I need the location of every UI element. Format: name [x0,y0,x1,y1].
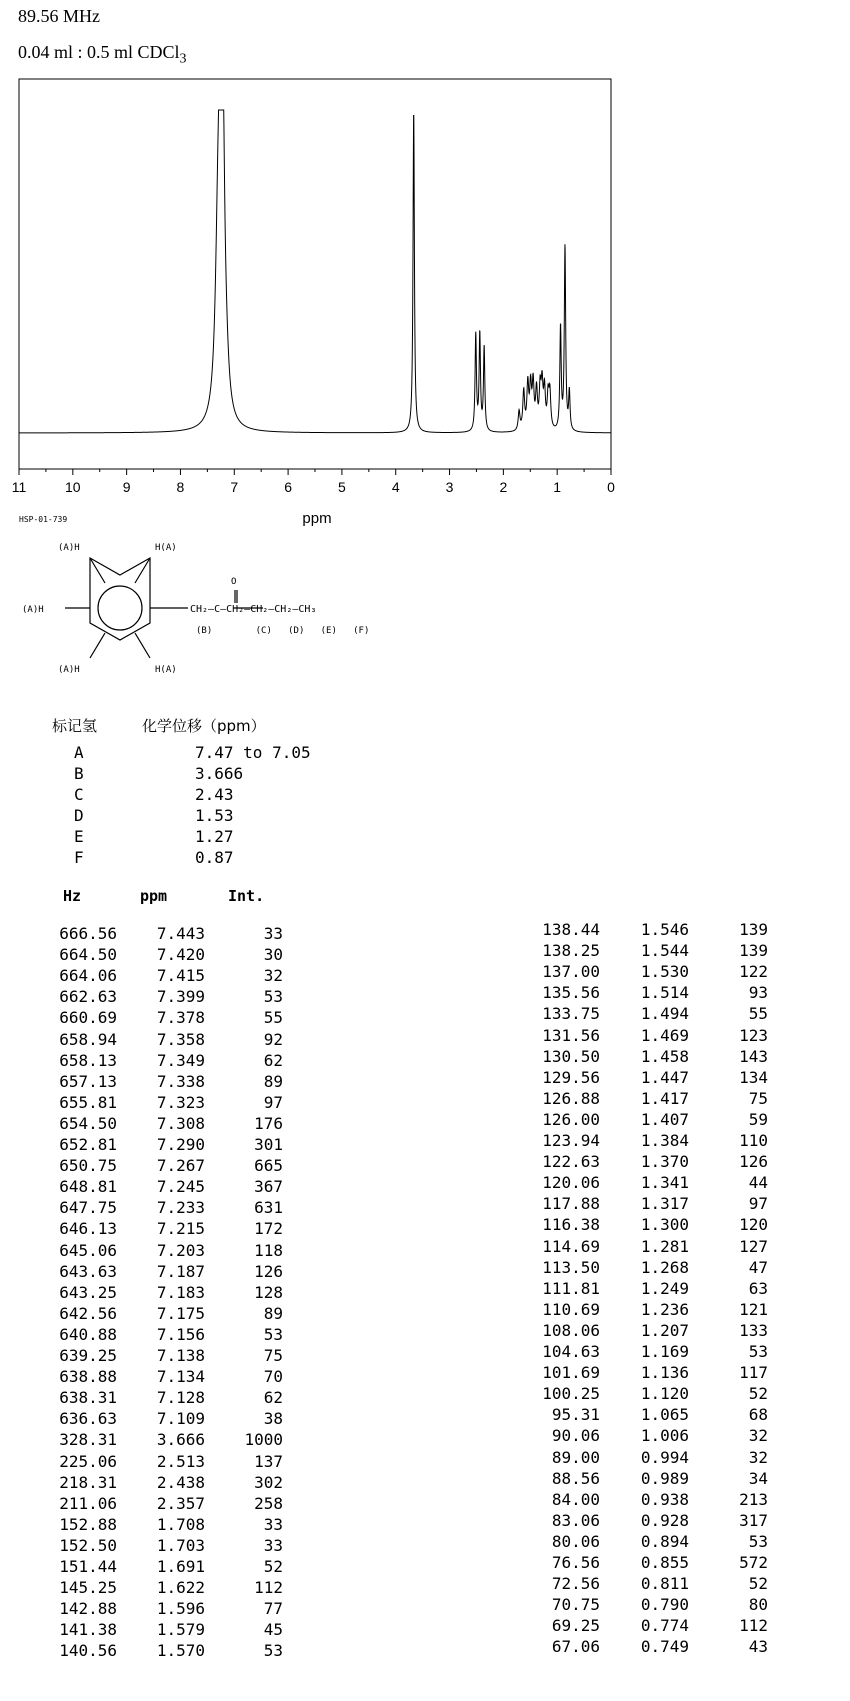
peak-int: 62 [263,1050,283,1070]
peak-int: 97 [748,1194,768,1214]
peak-hz: 108.06 [542,1320,600,1340]
peak-ppm: 1.514 [640,983,689,1003]
peak-ppm: 0.894 [640,1531,689,1551]
assignment-shift: 1.53 [195,806,234,825]
peak-int: 120 [739,1215,768,1235]
peak-hz: 145.25 [59,1578,117,1598]
peak-ppm: 1.579 [156,1620,205,1640]
chain-position-labels: (B) (C) (D) (E) (F) [196,626,370,636]
peak-int: 126 [254,1261,283,1281]
peak-hz: 123.94 [542,1131,600,1150]
assignment-shift: 1.27 [195,827,234,846]
peak-int: 301 [254,1135,283,1154]
peak-hz: 95.31 [551,1405,600,1425]
peak-ppm: 7.308 [156,1113,205,1133]
peak-ppm: 1.120 [640,1384,689,1404]
peak-hz: 88.56 [551,1468,600,1488]
peak-hz: 648.81 [59,1177,117,1197]
peak-int: 52 [263,1557,283,1576]
peak-int: 122 [739,962,768,982]
peak-hz: 67.06 [551,1637,600,1657]
peak-ppm: 1.691 [156,1557,205,1576]
peak-hz: 100.25 [542,1384,600,1404]
peak-ppm: 1.268 [640,1257,689,1277]
spectrometer-frequency: 89.56 MHz [18,6,100,26]
peak-ppm: 1.458 [640,1046,689,1066]
peak-ppm: 7.378 [156,1008,205,1028]
x-tick-label: 2 [499,479,508,495]
peak-hz: 111.81 [542,1278,600,1298]
assignment-shift: 7.47 to 7.05 [195,743,311,762]
peak-hz: 135.56 [542,983,600,1003]
assignment-label: A [74,743,84,762]
peak-ppm: 7.215 [156,1219,205,1239]
peak-int: 176 [254,1113,283,1133]
peak-hz: 126.88 [542,1088,600,1108]
peak-int: 110 [739,1131,768,1150]
peak-int: 665 [254,1156,283,1176]
peak-hz: 80.06 [551,1531,600,1551]
peak-int: 77 [263,1599,283,1619]
assignment-header-shift: 化学位移（ppm） [142,717,266,735]
peak-ppm: 7.109 [156,1409,205,1429]
peak-int: 53 [263,1324,283,1344]
peak-hz: 152.50 [59,1535,117,1555]
peak-hz: 652.81 [59,1135,117,1154]
peak-hz: 129.56 [542,1067,600,1087]
peak-hz: 140.56 [59,1641,117,1661]
peak-hz: 131.56 [542,1025,600,1045]
x-tick-label: 0 [607,479,615,495]
peak-int: 572 [739,1553,768,1572]
peak-int: 55 [263,1008,283,1028]
peak-int: 32 [748,1426,768,1446]
peak-hz: 658.94 [59,1029,117,1049]
peak-int: 126 [739,1152,768,1172]
peak-ppm: 1.494 [640,1004,689,1024]
peak-ppm: 7.245 [156,1177,205,1197]
peak-hz: 83.06 [551,1510,600,1530]
peak-int: 1000 [244,1430,283,1450]
assignment-label: D [74,806,84,825]
nmr-spectrum-chart [0,0,850,700]
assignment-shift: 0.87 [195,848,234,867]
assignment-label: C [74,785,84,804]
peak-int: 33 [263,1514,283,1534]
peak-int: 128 [254,1282,283,1302]
peak-int: 52 [748,1574,768,1594]
peak-ppm: 1.281 [640,1236,689,1256]
peak-ppm: 7.138 [156,1346,205,1365]
x-axis-label: ppm [302,510,332,527]
peak-ppm: 1.622 [156,1578,205,1598]
x-tick-label: 7 [230,479,239,495]
peak-int: 117 [739,1363,768,1383]
peak-hz: 638.88 [59,1367,117,1387]
peak-ppm: 7.415 [156,966,205,986]
peak-ppm: 7.443 [156,924,205,943]
peak-int: 68 [748,1405,768,1425]
peak-hz: 122.63 [542,1152,600,1172]
assignment-label: E [74,827,84,846]
peak-ppm: 3.666 [156,1430,205,1450]
peak-int: 33 [263,1535,283,1555]
peak-hz: 660.69 [59,1008,117,1028]
peak-hz: 639.25 [59,1346,117,1365]
peak-hz: 640.88 [59,1324,117,1344]
peak-int: 55 [748,1004,768,1024]
peak-int: 30 [263,945,283,965]
peak-hz: 110.69 [542,1299,600,1319]
peak-hz: 151.44 [59,1557,117,1576]
peak-ppm: 1.236 [640,1299,689,1319]
x-tick-label: 1 [553,479,562,495]
spectrum-code: HSP-01-739 [19,515,68,524]
peak-hz: 120.06 [542,1173,600,1193]
peak-hz: 225.06 [59,1451,117,1471]
peak-ppm: 0.749 [640,1637,689,1657]
peak-ppm: 1.546 [640,920,689,939]
peak-hz: 142.88 [59,1599,117,1619]
peak-int: 367 [254,1177,283,1197]
peak-ppm: 1.544 [640,941,689,961]
peak-int: 112 [739,1616,768,1636]
peak-int: 258 [254,1493,283,1513]
peak-ppm: 7.156 [156,1324,205,1344]
peak-ppm: 7.233 [156,1198,205,1218]
peak-ppm: 1.169 [640,1342,689,1361]
peak-ppm: 0.989 [640,1468,689,1488]
peak-ppm: 7.134 [156,1367,205,1387]
peak-ppm: 1.384 [640,1131,689,1150]
peak-hz: 113.50 [542,1257,600,1277]
x-tick-label: 9 [122,479,131,495]
peak-hz: 84.00 [551,1489,600,1509]
peak-ppm: 0.994 [640,1447,689,1467]
peak-int: 32 [748,1447,768,1467]
assignment-header-label: 标记氢 [52,717,98,735]
peak-ppm: 7.128 [156,1388,205,1408]
peak-ppm: 1.300 [640,1215,689,1235]
x-tick-label: 4 [391,479,400,495]
peak-ppm: 1.065 [640,1405,689,1425]
peak-ppm: 0.811 [640,1574,689,1594]
peak-ppm: 0.855 [640,1553,689,1572]
peak-int: 33 [263,924,283,943]
peak-ppm: 7.338 [156,1071,205,1091]
peak-ppm: 2.357 [156,1493,205,1513]
peak-hz: 69.25 [551,1616,600,1636]
peak-int: 317 [739,1510,768,1530]
peak-ppm: 1.703 [156,1535,205,1555]
peak-int: 127 [739,1236,768,1256]
peak-hz: 657.13 [59,1071,117,1091]
peak-col-int: Int. [228,887,265,905]
peak-ppm: 7.290 [156,1135,205,1154]
peak-ppm: 7.399 [156,987,205,1007]
peak-ppm: 7.203 [156,1240,205,1260]
peak-int: 89 [263,1303,283,1323]
peak-int: 118 [254,1240,283,1260]
peak-int: 38 [263,1409,283,1429]
peak-hz: 70.75 [551,1595,600,1615]
peak-ppm: 0.774 [640,1616,689,1636]
peak-int: 59 [748,1109,768,1129]
peak-hz: 211.06 [59,1493,117,1513]
x-axis-ticks [12,469,615,495]
peak-hz: 89.00 [551,1447,600,1467]
peak-hz: 76.56 [551,1553,600,1572]
peak-ppm: 1.530 [640,962,689,982]
peak-int: 53 [263,1641,283,1661]
peak-ppm: 1.447 [640,1067,689,1087]
peak-ppm: 1.570 [156,1641,205,1661]
peak-hz: 650.75 [59,1156,117,1176]
peak-hz: 133.75 [542,1004,600,1024]
peak-int: 172 [254,1219,283,1239]
peak-ppm: 1.407 [640,1109,689,1129]
peak-int: 112 [254,1578,283,1598]
assignment-label: B [74,764,84,783]
peak-ppm: 7.267 [156,1156,205,1176]
peak-int: 631 [254,1198,283,1218]
peak-hz: 666.56 [59,924,117,943]
peak-hz: 141.38 [59,1620,117,1640]
peak-hz: 642.56 [59,1303,117,1323]
peak-int: 52 [748,1384,768,1404]
peak-int: 32 [263,966,283,986]
peak-int: 93 [748,983,768,1003]
peak-ppm: 7.187 [156,1261,205,1281]
peak-hz: 647.75 [59,1198,117,1218]
peak-ppm: 1.249 [640,1278,689,1298]
peak-hz: 138.44 [542,920,600,939]
peak-ppm: 1.708 [156,1514,205,1534]
x-tick-label: 6 [284,479,292,495]
peak-int: 53 [263,987,283,1007]
sample-prefix: 0.04 ml : 0.5 ml CDCl [18,42,180,62]
peak-hz: 152.88 [59,1514,117,1534]
peak-hz: 662.63 [59,987,117,1007]
peak-int: 34 [748,1468,768,1488]
peak-int: 92 [263,1029,283,1049]
ha-left-label: (A)H [22,605,44,615]
peak-hz: 655.81 [59,1092,117,1112]
peak-ppm: 1.136 [640,1363,689,1383]
peak-int: 134 [739,1067,768,1087]
oxygen-label: O [231,577,237,587]
peak-int: 139 [739,920,768,939]
peak-hz: 126.00 [542,1109,600,1129]
peak-ppm: 7.349 [156,1050,205,1070]
peak-ppm: 0.790 [640,1595,689,1615]
peak-hz: 114.69 [542,1236,600,1256]
peak-hz: 636.63 [59,1409,117,1429]
peak-int: 139 [739,941,768,961]
peak-hz: 218.31 [59,1472,117,1492]
peak-int: 133 [739,1320,768,1340]
peak-ppm: 1.207 [640,1320,689,1340]
peak-ppm: 7.175 [156,1303,205,1323]
chain-formula: CH₂—C—CH₂—CH₂—CH₂—CH₃ [190,604,317,615]
peak-int: 213 [739,1489,768,1509]
peak-hz: 138.25 [542,941,600,961]
peak-hz: 654.50 [59,1113,117,1133]
peak-hz: 72.56 [551,1574,600,1594]
peak-ppm: 7.183 [156,1282,205,1302]
peak-hz: 645.06 [59,1240,117,1260]
peak-ppm: 7.323 [156,1092,205,1112]
peak-hz: 137.00 [542,962,600,982]
benzene-ring [90,558,150,640]
x-tick-label: 8 [176,479,185,495]
peak-hz: 638.31 [59,1388,117,1408]
x-tick-label: 5 [338,479,346,495]
peak-int: 44 [748,1173,768,1193]
peak-int: 121 [739,1299,768,1319]
peak-hz: 328.31 [59,1430,117,1450]
peak-int: 123 [739,1025,768,1045]
peak-int: 143 [739,1046,768,1066]
peak-col-ppm: ppm [140,887,168,905]
peak-int: 43 [748,1637,768,1657]
peak-hz: 101.69 [542,1363,600,1383]
x-tick-label: 11 [11,479,27,495]
peak-hz: 117.88 [542,1194,600,1214]
peak-hz: 646.13 [59,1219,117,1239]
peak-hz: 664.50 [59,945,117,965]
peak-ppm: 7.420 [156,945,205,965]
peak-hz: 643.25 [59,1282,117,1302]
assignment-label: F [74,848,84,867]
peak-ppm: 1.317 [640,1194,689,1214]
peak-hz: 104.63 [542,1342,600,1361]
ha-top-left-label: (A)H [58,543,80,553]
peak-hz: 130.50 [542,1046,600,1066]
peak-int: 63 [748,1278,768,1298]
peak-ppm: 1.417 [640,1088,689,1108]
peak-int: 70 [263,1367,283,1387]
peak-int: 80 [748,1595,768,1615]
peak-hz: 664.06 [59,966,117,986]
peak-int: 45 [263,1620,283,1640]
peak-ppm: 1.341 [640,1173,689,1193]
peak-ppm: 2.513 [156,1451,205,1471]
ha-top-right-label: H(A) [155,543,177,553]
peak-ppm: 7.358 [156,1029,205,1049]
peak-ppm: 0.938 [640,1489,689,1509]
peak-int: 97 [263,1092,283,1112]
sample-subscript: 3 [179,51,187,67]
peak-col-hz: Hz [63,887,82,905]
peak-hz: 90.06 [551,1426,600,1446]
peak-int: 89 [263,1071,283,1091]
peak-int: 137 [254,1451,283,1471]
peak-ppm: 1.469 [640,1025,689,1045]
peak-int: 53 [748,1342,768,1361]
peak-ppm: 1.596 [156,1599,205,1619]
peak-int: 53 [748,1531,768,1551]
peak-ppm: 0.928 [640,1510,689,1530]
benzene-aromatic-circle [98,586,142,630]
ha-bottom-left-label: (A)H [58,665,80,675]
peak-int: 47 [748,1257,768,1277]
peak-ppm: 1.370 [640,1152,689,1172]
peak-int: 302 [254,1472,283,1492]
peak-int: 75 [748,1088,768,1108]
x-tick-label: 10 [65,479,81,495]
peak-ppm: 1.006 [640,1426,689,1446]
ha-bottom-right-label: H(A) [155,665,177,675]
peak-ppm: 2.438 [156,1472,205,1492]
peak-hz: 658.13 [59,1050,117,1070]
peak-hz: 643.63 [59,1261,117,1281]
assignment-shift: 3.666 [195,764,244,783]
peak-int: 75 [263,1346,283,1365]
x-tick-label: 3 [445,479,454,495]
spectrum-trace [19,110,611,433]
assignment-shift: 2.43 [195,785,234,804]
peak-hz: 116.38 [542,1215,600,1235]
peak-int: 62 [263,1388,283,1408]
